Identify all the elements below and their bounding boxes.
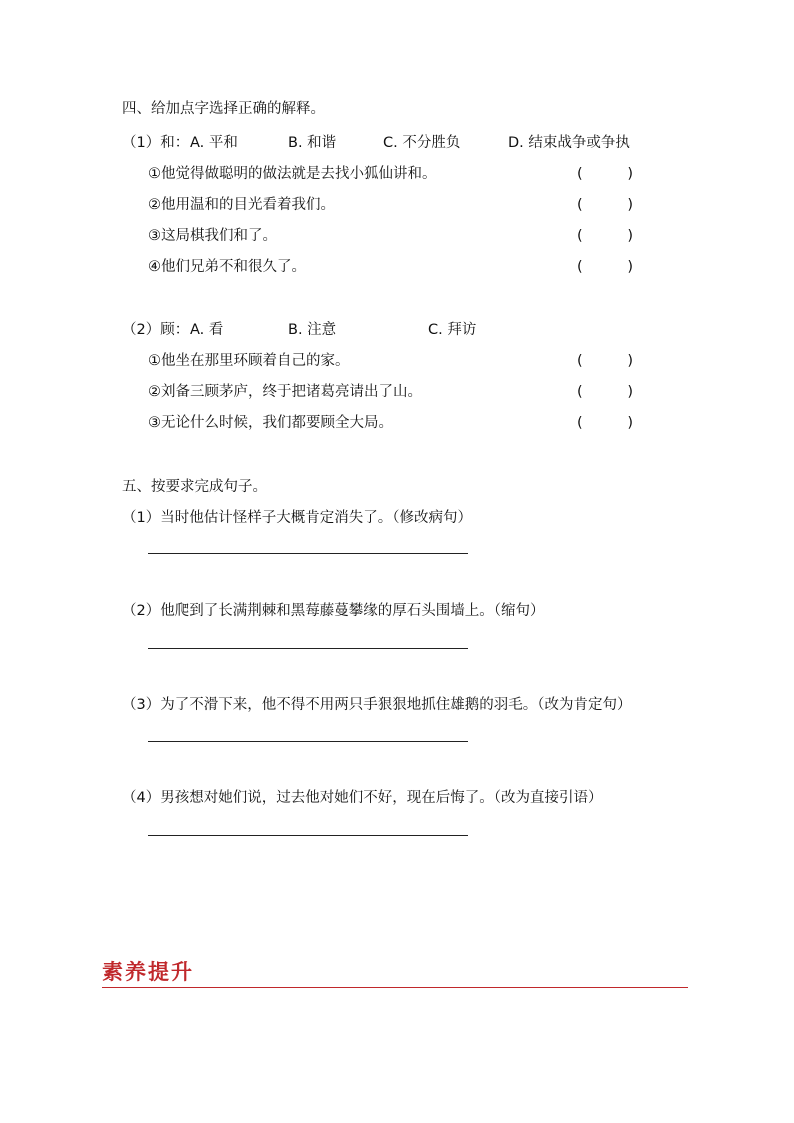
q1-item-4: ④他们兄弟不和很久了。: [148, 259, 306, 275]
paren-open: (: [577, 353, 583, 369]
q2-item-2: ②刘备三顾茅庐，终于把诸葛亮请出了山。: [148, 384, 422, 400]
paren-close: ): [627, 384, 633, 400]
paren-close: ): [627, 259, 633, 275]
q1-option-a: A. 平和: [190, 135, 238, 151]
section5-title: 五、按要求完成句子。: [122, 479, 267, 495]
q2-item-1: ①他坐在那里环顾着自己的家。: [148, 353, 350, 369]
q1-option-b: B. 和谐: [288, 135, 337, 151]
q2-option-b: B. 注意: [288, 322, 337, 338]
s5-question-3: （3）为了不滑下来，他不得不用两只手狠狠地抓住雄鹅的羽毛。（改为肯定句）: [122, 697, 632, 713]
q2-item-2-answer-blank[interactable]: [577, 382, 633, 402]
footer-divider: [102, 987, 688, 988]
paren-close: ): [627, 415, 633, 431]
section4-title: 四、给加点字选择正确的解释。: [122, 101, 325, 117]
s5-answer-line-3[interactable]: [148, 741, 468, 742]
paren-open: (: [577, 228, 583, 244]
q1-item-2: ②他用温和的目光看着我们。: [148, 197, 335, 213]
q1-item-4-answer-blank[interactable]: [577, 257, 633, 277]
paren-open: (: [577, 415, 583, 431]
s5-answer-line-4[interactable]: [148, 835, 468, 836]
paren-open: (: [577, 197, 583, 213]
q1-item-3: ③这局棋我们和了。: [148, 228, 277, 244]
q2-item-3: ③无论什么时候，我们都要顾全大局。: [148, 415, 393, 431]
q2-item-1-answer-blank[interactable]: [577, 351, 633, 371]
q1-label: （1）和：: [122, 135, 190, 151]
s5-answer-line-2[interactable]: [148, 648, 468, 649]
paren-open: (: [577, 166, 583, 182]
q2-option-a: A. 看: [190, 322, 224, 338]
q2-item-3-answer-blank[interactable]: [577, 413, 633, 433]
q1-item-1: ①他觉得做聪明的做法就是去找小狐仙讲和。: [148, 166, 437, 182]
paren-open: (: [577, 384, 583, 400]
q1-item-1-answer-blank[interactable]: [577, 164, 633, 184]
paren-close: ): [627, 166, 633, 182]
s5-question-1: （1）当时他估计怪样子大概肯定消失了。（修改病句）: [122, 510, 472, 526]
paren-close: ): [627, 353, 633, 369]
s5-answer-line-1[interactable]: [148, 553, 468, 554]
footer-section-title: 素养提升: [102, 959, 194, 984]
s5-question-2: （2）他爬到了长满荆棘和黑莓藤蔓攀缘的厚石头围墙上。（缩句）: [122, 603, 545, 619]
q1-item-2-answer-blank[interactable]: [577, 195, 633, 215]
q1-item-3-answer-blank[interactable]: [577, 226, 633, 246]
s5-question-4: （4）男孩想对她们说，过去他对她们不好，现在后悔了。（改为直接引语）: [122, 790, 603, 806]
paren-open: (: [577, 259, 583, 275]
paren-close: ): [627, 197, 633, 213]
paren-close: ): [627, 228, 633, 244]
q1-option-d: D. 结束战争或争执: [508, 135, 630, 151]
q2-option-c: C. 拜访: [428, 322, 477, 338]
q2-label: （2）顾：: [122, 322, 190, 338]
q1-option-c: C. 不分胜负: [383, 135, 461, 151]
